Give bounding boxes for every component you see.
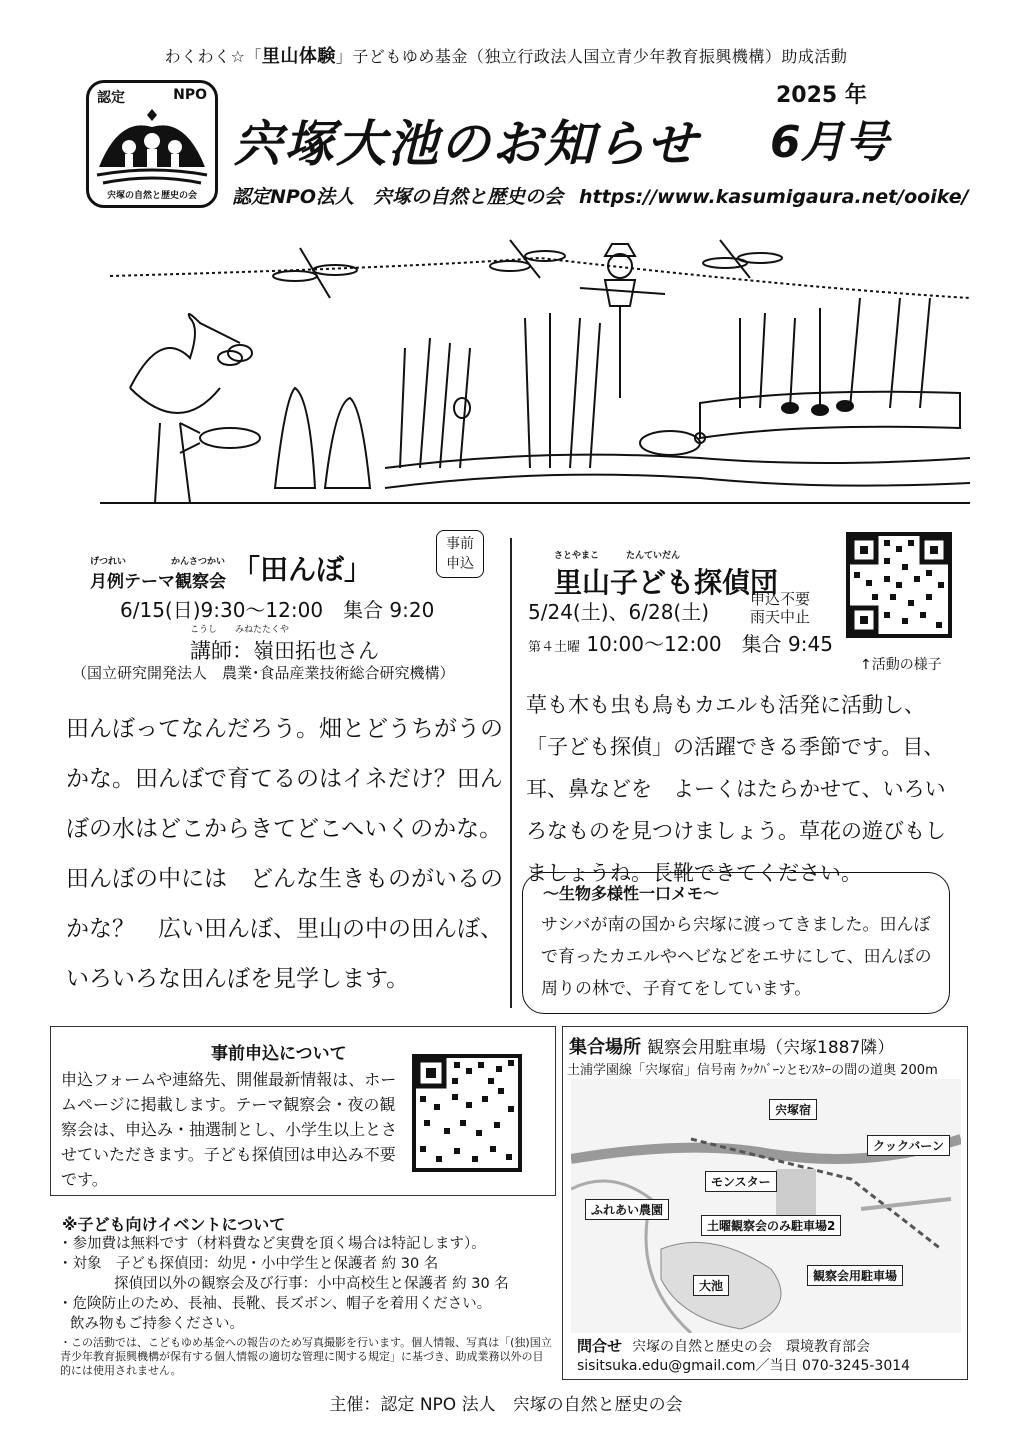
- detective-notes: 申込不要 雨天中止: [750, 590, 811, 626]
- grant-line: わくわく☆「里山体験」子どもゆめ基金（独立行政法人国立青少年教育振興機構）助成活動: [164, 46, 848, 67]
- theme-title: 「田んぼ」: [232, 553, 373, 586]
- column-divider: [510, 538, 512, 1008]
- logo-figures-icon: [89, 107, 215, 187]
- org-line: 認定NPO法人 宍塚の自然と歴史の会 https://www.kasumigaura.net/ooike/: [232, 186, 969, 208]
- dragonfly-icon: [490, 240, 565, 278]
- meeting-place-heading: 集合場所 観察会用駐車場（宍塚1887隣）: [569, 1037, 895, 1058]
- map-pin-parking-2: 土曜観察会のみ駐車場2: [701, 1215, 841, 1236]
- rice-field-illustration: [100, 228, 970, 518]
- qr-caption: ↑活動の様子: [860, 657, 942, 673]
- scarecrow-icon: [580, 244, 665, 398]
- monthly-theme-label: げつれい かんさつかい 月例テーマ観察会: [90, 557, 226, 592]
- newsletter-title: 宍塚大池のお知らせ: [232, 115, 699, 173]
- meeting-place-box: [562, 1026, 968, 1380]
- theme-date: 6/15(日)9:30～12:00 集合 9:20: [120, 598, 435, 622]
- dragonfly-icon: [273, 248, 357, 298]
- kids-events-title: ※子ども向けイベントについて: [62, 1215, 286, 1234]
- qr-icon: [850, 536, 948, 634]
- contact-email[interactable]: sisitsuka.edu@gmail.com／当日 070-3245-3014: [577, 1358, 911, 1374]
- detective-time: 第４土曜 10:00～12:00 集合 9:45: [528, 632, 833, 656]
- pre-registration-title: 事前申込について: [211, 1044, 347, 1064]
- crayfish-icon: [180, 423, 260, 453]
- map-pin-shishitsukajuku: 宍塚宿: [769, 1099, 817, 1120]
- access-map: [571, 1079, 961, 1333]
- kids-events-list: ・参加費は無料です（材料費など実費を頂く場合は特記します）。 ・対象 子ども探偵団：幼児・小中学生と保護者 約 30 名 探偵団以外の観察会及び行事：小中高校生と保護者 約 30 名 ・危険防止のため、長袖、長靴、長ズボン、帽子を着用ください。 飲み物もご持参ください。: [58, 1236, 509, 1332]
- turtle-icon: [640, 431, 705, 455]
- qr-icon: [416, 1058, 518, 1168]
- issue-number: 6月号: [770, 117, 889, 168]
- detective-dates: 5/24(土)、6/28(土): [528, 600, 710, 624]
- privacy-note: ・この活動では、こどもゆめ基金への報告のため写真撮影を行います。個人情報、写真は「(独)国立青少年教育振興機構が保有する個人情報の適切な管理に関する規定」に基づき、助成業務以外の目的には使用されません。: [60, 1336, 552, 1377]
- map-pin-monster: モンスター: [705, 1171, 777, 1192]
- detective-description: 草も木も虫も鳥もカエルも活発に活動し、「子ども探偵」の活躍できる季節です。目、耳、鼻などを よーくはたらかせて、いろいろなものを見つけましょう。草花の遊びもしましょうね。長靴できてください。: [526, 693, 946, 885]
- map-pin-fureai-farm: ふれあい農園: [585, 1199, 669, 1220]
- meeting-place-directions: 土浦学園線「宍塚宿」信号南 ｸｯｸﾊﾞｰﾝとﾓﾝｽﾀｰの間の道奥 200m: [567, 1063, 938, 1078]
- homepage-qr-code[interactable]: [412, 1054, 522, 1172]
- heron-icon: [130, 314, 242, 503]
- npo-logo: 認定 NPO 宍塚の自然と歴史の会: [86, 80, 218, 208]
- activity-qr-code[interactable]: [846, 532, 952, 638]
- lecturer-institution: （国立研究開発法人 農業･食品産業技術総合研究機構）: [72, 664, 455, 682]
- memo-title: ～生物多様性一口メモ～: [543, 884, 720, 903]
- biodiversity-memo: [522, 872, 950, 1014]
- pre-registration-badge: 事前 申込: [436, 530, 484, 578]
- kids-detective-title: さとやまこ たんていだん 里山子ども探偵団: [554, 551, 779, 599]
- theme-description: 田んぼってなんだろう。畑とどうちがうのかな。田んぼで育てるのはイネだけ？田んぼの水はどこからきてどこへいくのかな。田んぼの中には どんな生きものがいるのかな？ 広い田んぼ、里山の中の田んぼ、いろいろな田んぼを見学します。: [66, 716, 503, 992]
- contact-info: 問合せ 宍塚の自然と歴史の会 環境教育部会 sisitsuka.edu@gmail.com／当日 070-3245-3014: [577, 1337, 911, 1374]
- organizer: 主催：認定 NPO 法人 宍塚の自然と歴史の会: [329, 1395, 683, 1415]
- map-pin-cookburn: クックバーン: [867, 1135, 950, 1156]
- map-pin-main-parking: 観察会用駐車場: [807, 1265, 903, 1286]
- dragonfly-icon: [703, 240, 782, 278]
- pre-registration-body: 申込フォームや連絡先、開催最新情報は、ホームページに掲載します。テーマ観察会・夜の観察会は、申込み・抽選制とし、小学生以上とさせていただきます。子ども探偵団は申込み不要です。: [61, 1070, 398, 1189]
- website-link[interactable]: https://www.kasumigaura.net/ooike/: [578, 186, 969, 208]
- beetle-icon: [454, 398, 470, 418]
- lecturer: こうし みねたたくや 講師：嶺田拓也さん: [190, 625, 379, 663]
- tadpole-icon: [782, 401, 853, 415]
- map-pin-ooike: 大池: [693, 1275, 729, 1296]
- memo-body: サシバが南の国から宍塚に渡ってきました。田んぼで育ったカエルやヘビなどをエサにして、田んぼの周りの林で、子育てをしています。: [541, 915, 932, 999]
- year: 2025 年: [776, 83, 867, 108]
